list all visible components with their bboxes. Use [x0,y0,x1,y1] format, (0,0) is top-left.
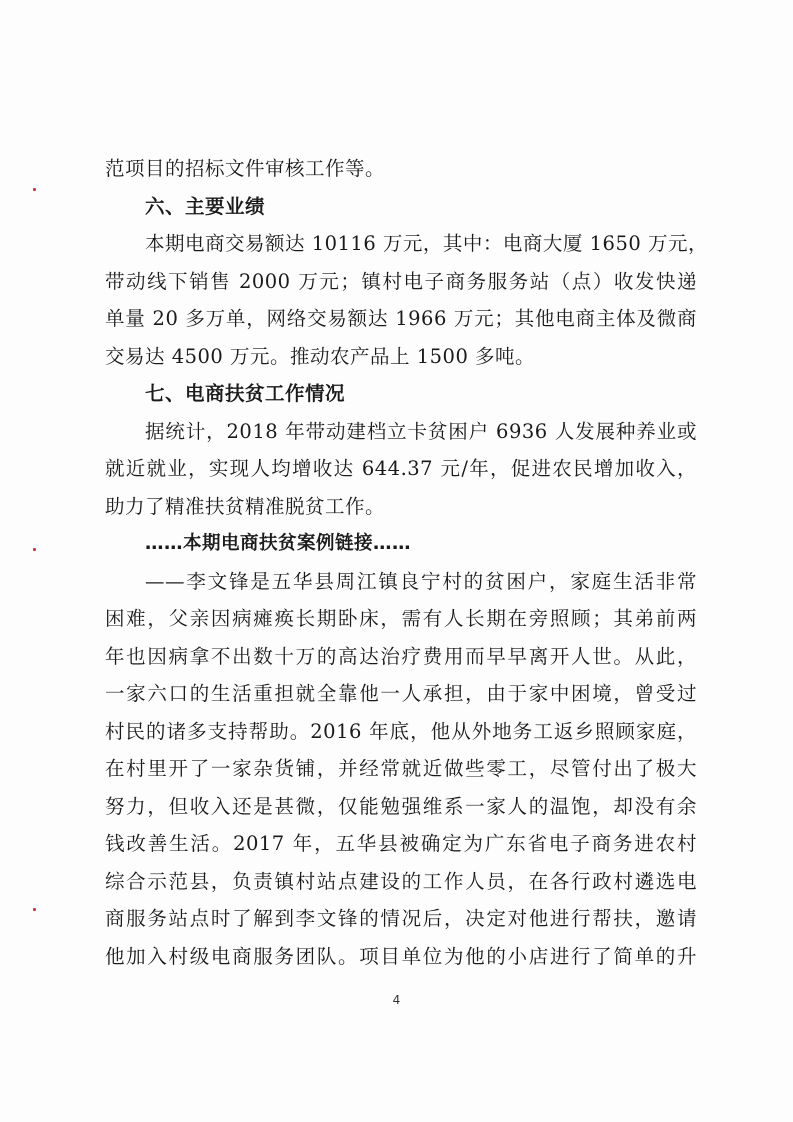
binding-mark-bottom [33,908,36,911]
text-line: 在村里开了一家杂货铺，并经常就近做些零工，尽管付出了极大 [105,757,697,780]
text-line: 就近就业，实现人均增收达 644.37 元/年，促进农民增加收入， [105,457,697,480]
text-line: 综合示范县，负责镇村站点建设的工作人员，在各行政村遴选电 [105,869,697,893]
text-line: 年也因病拿不出数十万的高达治疗费用而早早离开人世。从此， [105,644,697,668]
text-line: 钱改善生活。2017 年，五华县被确定为广东省电子商务进农村 [105,832,697,855]
text-line: ——李文锋是五华县周江镇良宁村的贫困户，家庭生活非常 [145,569,697,593]
text-line: 本期电商交易额达 10116 万元，其中：电商大厦 1650 万元， [145,232,708,255]
section-heading: 六、主要业绩 [145,194,266,218]
case-link-heading: ……本期电商扶贫案例链接…… [145,533,412,554]
text-line: 据统计，2018 年带动建档立卡贫困户 6936 人发展种养业或 [145,419,697,443]
text-line: 努力，但收入还是甚微，仅能勉强维系一家人的温饱，却没有余 [105,794,697,818]
text-line: 村民的诸多支持帮助。2016 年底，他从外地务工返乡照顾家庭， [105,719,697,743]
text-line: 交易达 4500 万元。推动农产品上 1500 多吨。 [105,344,536,368]
text-line: 单量 20 多万单，网络交易额达 1966 万元；其他电商主体及微商 [105,307,697,330]
text-line: 范项目的招标文件审核工作等。 [105,157,386,180]
text-line: 他加入村级电商服务团队。项目单位为他的小店进行了简单的升 [105,944,697,968]
text-line: 商服务站点时了解到李文锋的情况后，决定对他进行帮扶，邀请 [105,907,697,930]
page-number: 4 [392,993,401,1007]
binding-mark-top [33,188,36,191]
binding-mark-middle [33,548,36,551]
text-line: 一家六口的生活重担就全靠他一人承担，由于家中困境，曾受过 [105,682,697,705]
text-line: 困难，父亲因病瘫痪长期卧床，需有人长期在旁照顾；其弟前两 [105,607,697,630]
text-line: 带动线下销售 2000 万元；镇村电子商务服务站（点）收发快递 [105,269,697,293]
text-line: 助力了精准扶贫精准脱贫工作。 [105,494,386,518]
document-body [105,150,708,975]
section-heading: 七、电商扶贫工作情况 [145,382,346,405]
